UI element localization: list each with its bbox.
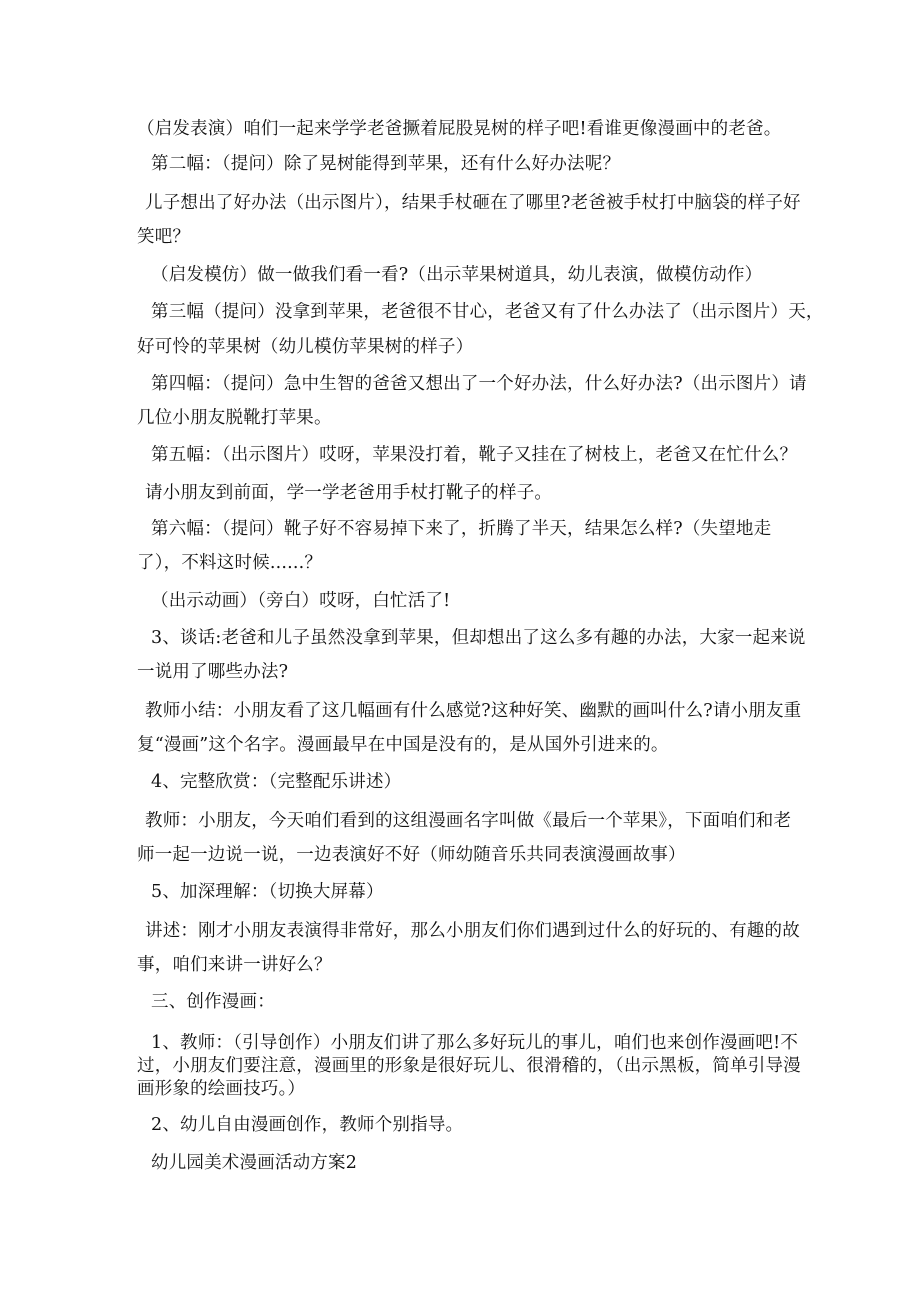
text-line: 复“漫画”这个名字。漫画最早在中国是没有的，是从国外引进来的。 — [137, 735, 669, 755]
text-line: 画形象的绘画技巧。） — [137, 1079, 306, 1099]
text-line: 第六幅：（提问）靴子好不容易掉下来了，折腾了半天，结果怎么样?（失望地走 — [151, 519, 772, 539]
text-line: 教师小结：小朋友看了这几幅画有什么感觉?这种好笑、幽默的画叫什么?请小朋友重 — [145, 701, 802, 721]
text-line: 5、加深理解：（切换大屏幕） — [151, 882, 384, 902]
text-line: 第四幅：（提问）急中生智的爸爸又想出了一个好办法，什么好办法?（出示图片）请 — [151, 374, 807, 394]
text-line: 好可怜的苹果树（幼儿模仿苹果树的样子） — [137, 337, 474, 357]
text-line: 1、教师：（引导创作）小朋友们讲了那么多好玩儿的事儿，咱们也来创作漫画吧!不 — [151, 1033, 799, 1053]
text-line: 过，小朋友们要注意，漫画里的形象是很好玩儿、很滑稽的，（出示黑板，简单引导漫 — [137, 1056, 801, 1076]
text-line: 了），不料这时候......？ — [137, 553, 323, 573]
text-line: 教师：小朋友，今天咱们看到的这组漫画名字叫做《最后一个苹果》，下面咱们和老 — [145, 811, 792, 831]
text-line: 事，咱们来讲一讲好么？ — [137, 955, 332, 975]
text-line: 2、幼儿自由漫画创作，教师个别指导。 — [151, 1115, 464, 1135]
text-line: 3、谈话:老爸和儿子虽然没拿到苹果，但却想出了这么多有趣的办法，大家一起来说 — [151, 628, 806, 648]
text-line: （出示动画）（旁白）哎呀，白忙活了! — [151, 591, 451, 611]
text-line: 一说用了哪些办法? — [137, 662, 289, 682]
text-line: 第二幅：（提问）除了晃树能得到苹果，还有什么好办法呢？ — [151, 154, 621, 174]
section-heading: 三、创作漫画： — [151, 992, 275, 1012]
text-line: 几位小朋友脱靴打苹果。 — [137, 408, 332, 428]
text-line: 师一起一边说一说，一边表演好不好（师幼随音乐共同表演漫画故事） — [137, 845, 686, 865]
text-line: （启发模仿）做一做我们看一看?（出示苹果树道具，幼儿表演，做模仿动作） — [151, 265, 763, 285]
document-title: 幼儿园美术漫画活动方案2 — [151, 1153, 358, 1173]
text-line: 讲述：刚才小朋友表演得非常好，那么小朋友们你们遇到过什么的好玩的、有趣的故 — [145, 921, 800, 941]
text-line: （启发表演）咱们一起来学学老爸撅着屁股晃树的样子吧!看谁更像漫画中的老爸。 — [137, 119, 782, 139]
text-line: 儿子想出了好办法（出示图片），结果手杖砸在了哪里?老爸被手杖打中脑袋的样子好 — [145, 193, 801, 213]
text-line: 请小朋友到前面，学一学老爸用手杖打靴子的样子。 — [145, 483, 553, 503]
text-line: 4、完整欣赏：（完整配乐讲述） — [151, 772, 402, 792]
text-line: 笑吧？ — [137, 227, 191, 247]
text-line: 第三幅（提问）没拿到苹果，老爸很不甘心，老爸又有了什么办法了（出示图片）天， — [151, 302, 824, 322]
text-line: 第五幅：（出示图片）哎呀，苹果没打着，靴子又挂在了树枝上，老爸又在忙什么？ — [151, 445, 798, 465]
